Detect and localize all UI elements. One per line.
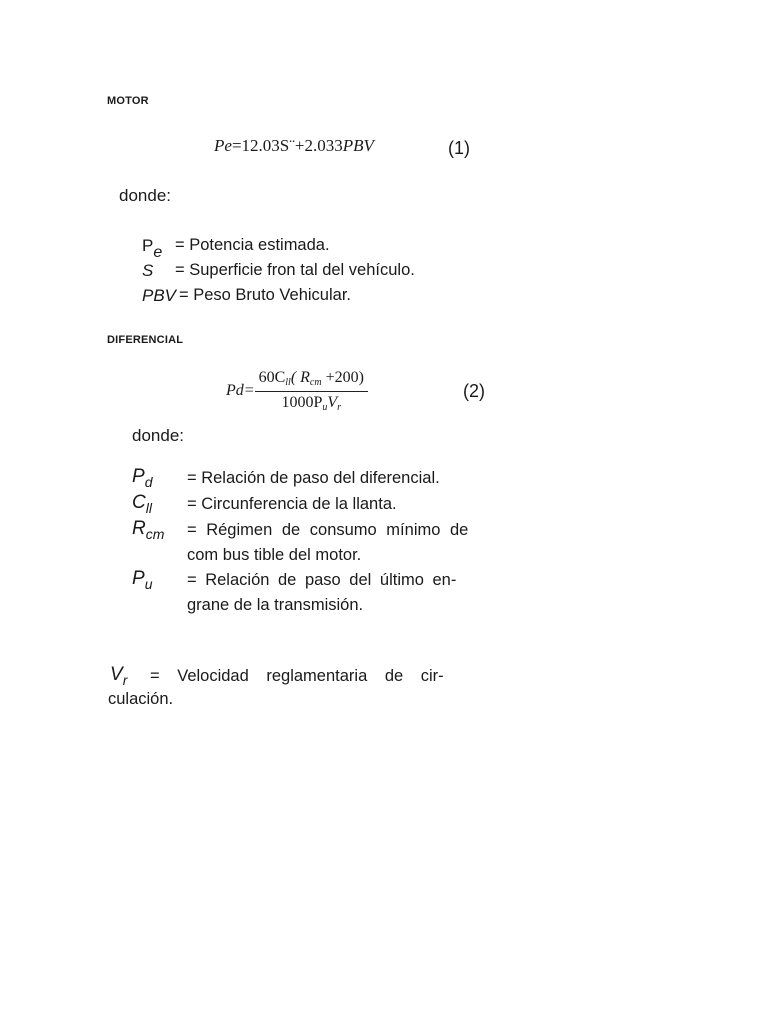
definition-list-2 [132, 466, 482, 618]
definition-pe-text: = Potencia estimada. [175, 236, 330, 254]
donde-label-1: donde: [119, 186, 171, 205]
donde-label-2: donde: [132, 426, 184, 445]
equation-1-rhs: =12.03S¨+2.033 [231, 136, 343, 155]
equation-1-rhs-var: PBV [342, 136, 374, 155]
equation-1-lhs: Pe [214, 136, 232, 155]
section-heading-motor: MOTOR [107, 95, 149, 107]
equation-2 [226, 369, 368, 413]
definition-pbv-text: = Peso Bruto Vehicular. [179, 286, 351, 304]
definition-rcm [132, 518, 482, 568]
definition-pd [132, 466, 482, 492]
definition-vr [108, 664, 478, 709]
equation-1 [214, 136, 374, 156]
symbol-pe: $P_e$ [142, 236, 163, 261]
definition-pu-text: = Relación de paso del último en- [187, 571, 457, 589]
symbol-vr: $V_r$ [110, 664, 128, 688]
definition-pu [132, 568, 482, 618]
symbol-cll: $C_{ll}$ [132, 492, 152, 516]
definition-pbv [142, 286, 472, 311]
equation-2-denominator: 1000PuVr [281, 394, 342, 413]
definition-vr-text-cont: culación. [108, 690, 174, 708]
equation-2-numerator: 60Cll( Rcm +200) [255, 369, 368, 392]
symbol-pu: $P_u$ [132, 568, 153, 592]
symbol-pbv: PBV [142, 286, 177, 305]
definition-list-1 [142, 236, 472, 311]
equation-2-lhs: Pd= [226, 382, 255, 399]
definition-rcm-text-cont: com bus tible del motor. [187, 546, 362, 564]
symbol-rcm: $R_{cm}$ [132, 518, 165, 542]
symbol-s: S [142, 261, 154, 280]
section-heading-diferencial: DIFERENCIAL [107, 334, 184, 346]
definition-cll-text: = Circunferencia de la llanta. [187, 495, 397, 513]
definition-cll [132, 492, 482, 518]
equation-2-number: (2) [463, 381, 485, 401]
definition-pd-text: = Relación de paso del diferencial. [187, 469, 440, 487]
definition-s [142, 261, 472, 286]
definition-pe [142, 236, 472, 261]
definition-s-text: = Superficie fron tal del vehículo. [175, 261, 415, 279]
symbol-pd: $P_d$ [132, 466, 153, 490]
equation-1-number: (1) [448, 138, 470, 158]
definition-rcm-text: = Régimen de consumo mínimo de [187, 521, 469, 539]
equation-2-fraction [255, 369, 368, 413]
definition-vr-text: = Velocidad reglamentaria de cir- [150, 667, 444, 685]
definition-pu-text-cont: grane de la transmisión. [187, 596, 364, 614]
